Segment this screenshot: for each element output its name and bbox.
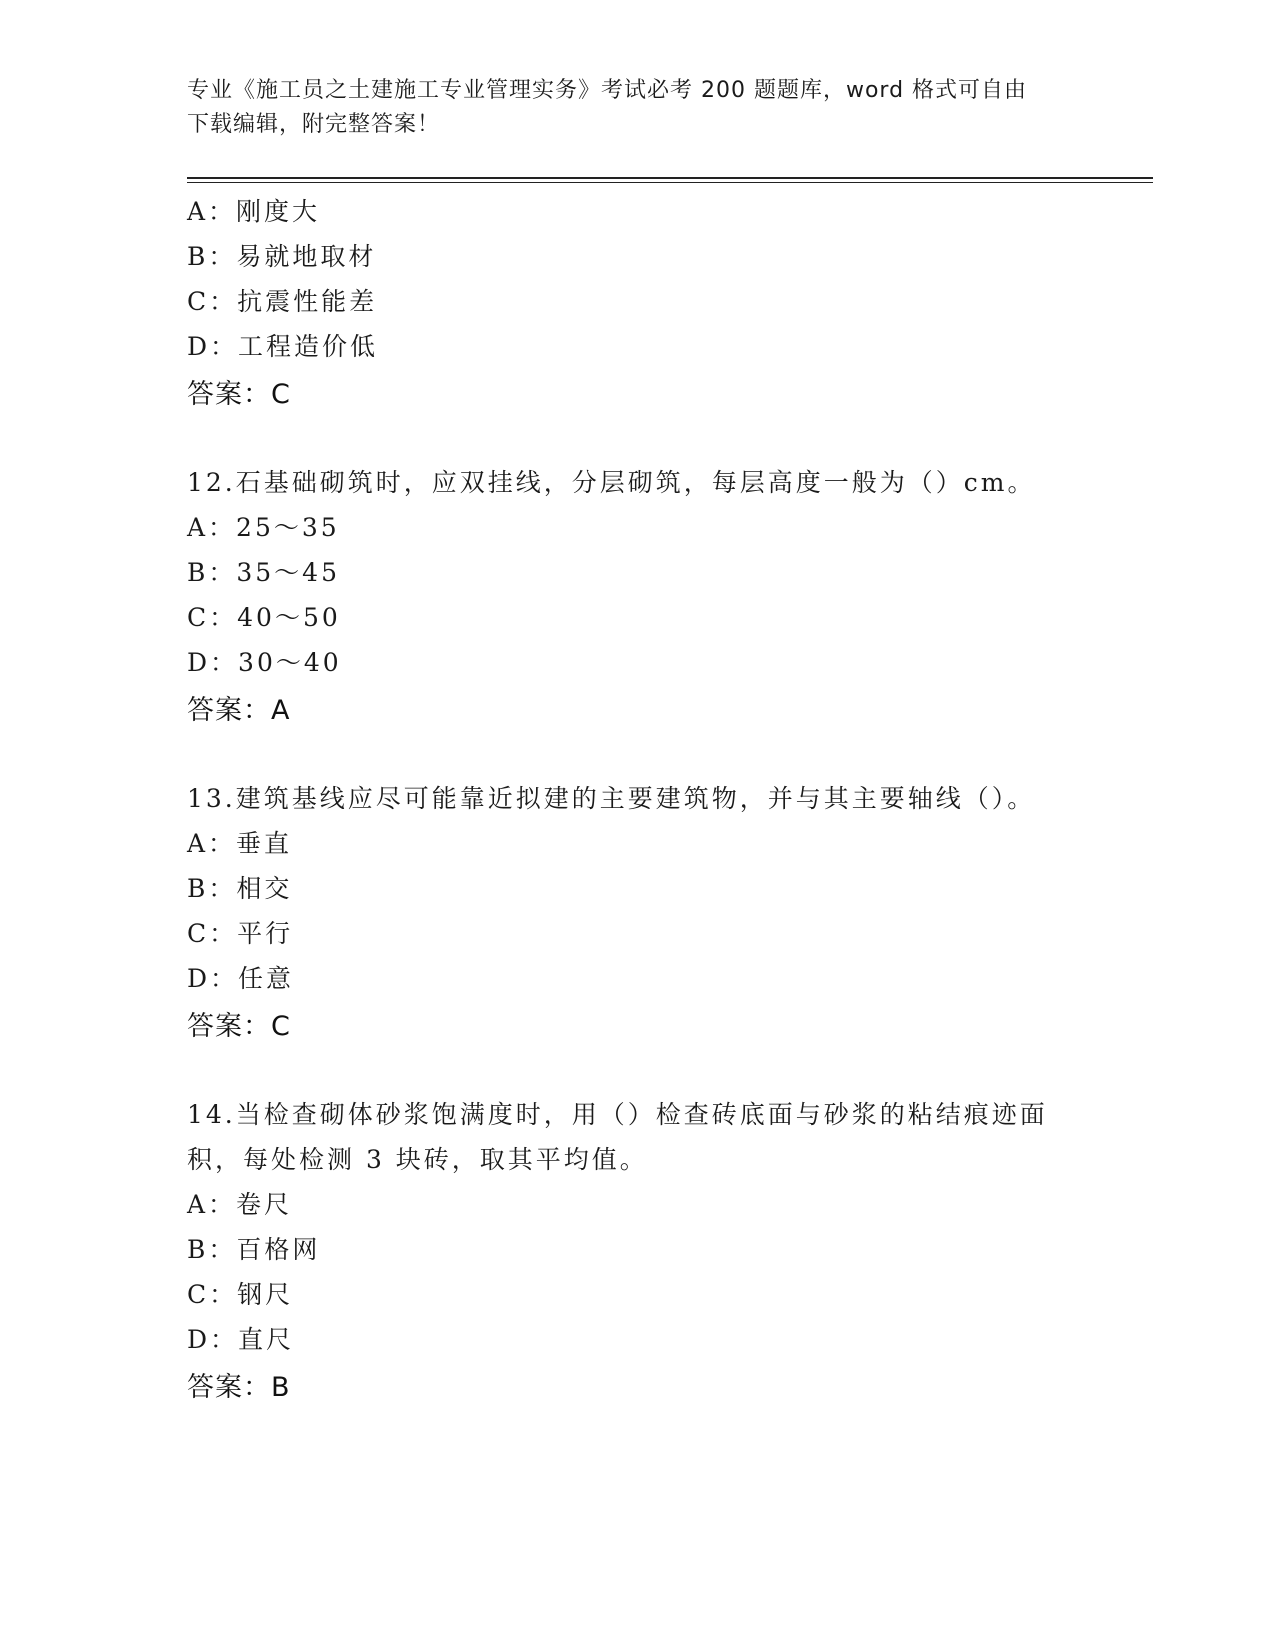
q13-option-c: C：平行 <box>187 919 294 948</box>
q12-answer: 答案：A <box>187 695 291 726</box>
document-header <box>187 74 1087 142</box>
q11-option-d: D：工程造价低 <box>187 332 379 361</box>
q13-option-d: D：任意 <box>187 964 295 993</box>
q14-stem-line-2: 积，每处检测 3 块砖，取其平均值。 <box>187 1145 648 1174</box>
q13-stem: 13.建筑基线应尽可能靠近拟建的主要建筑物，并与其主要轴线（）。 <box>187 784 1036 813</box>
q14-option-a: A：卷尺 <box>187 1190 293 1219</box>
q14-answer: 答案：B <box>187 1372 291 1403</box>
header-rule-thin <box>187 182 1153 183</box>
q11-answer: 答案：C <box>187 379 291 410</box>
q12-option-b: B：35～45 <box>187 558 340 587</box>
q11-option-b: B：易就地取材 <box>187 242 377 271</box>
q13-answer: 答案：C <box>187 1011 291 1042</box>
header-line-2: 下载编辑，附完整答案！ <box>187 112 441 137</box>
q12-option-d: D：30～40 <box>187 648 342 677</box>
q11-option-a: A：刚度大 <box>187 197 321 226</box>
q14-option-b: B：百格网 <box>187 1235 321 1264</box>
q12-stem: 12.石基础砌筑时，应双挂线，分层砌筑，每层高度一般为（）cm。 <box>187 468 1036 497</box>
q13-option-a: A：垂直 <box>187 829 293 858</box>
q14-stem-line-1: 14.当检查砌体砂浆饱满度时，用（）检查砖底面与砂浆的粘结痕迹面 <box>187 1100 1048 1129</box>
q14-option-c: C：钢尺 <box>187 1280 294 1309</box>
q11-option-c: C：抗震性能差 <box>187 287 378 316</box>
q12-option-c: C：40～50 <box>187 603 341 632</box>
q12-option-a: A：25～35 <box>187 513 340 542</box>
q14-option-d: D：直尺 <box>187 1325 295 1354</box>
header-line-1: 专业《施工员之土建施工专业管理实务》考试必考 200 题题库，word 格式可自由 <box>187 78 1028 103</box>
q13-option-b: B：相交 <box>187 874 293 903</box>
header-rule-thick <box>187 177 1153 179</box>
